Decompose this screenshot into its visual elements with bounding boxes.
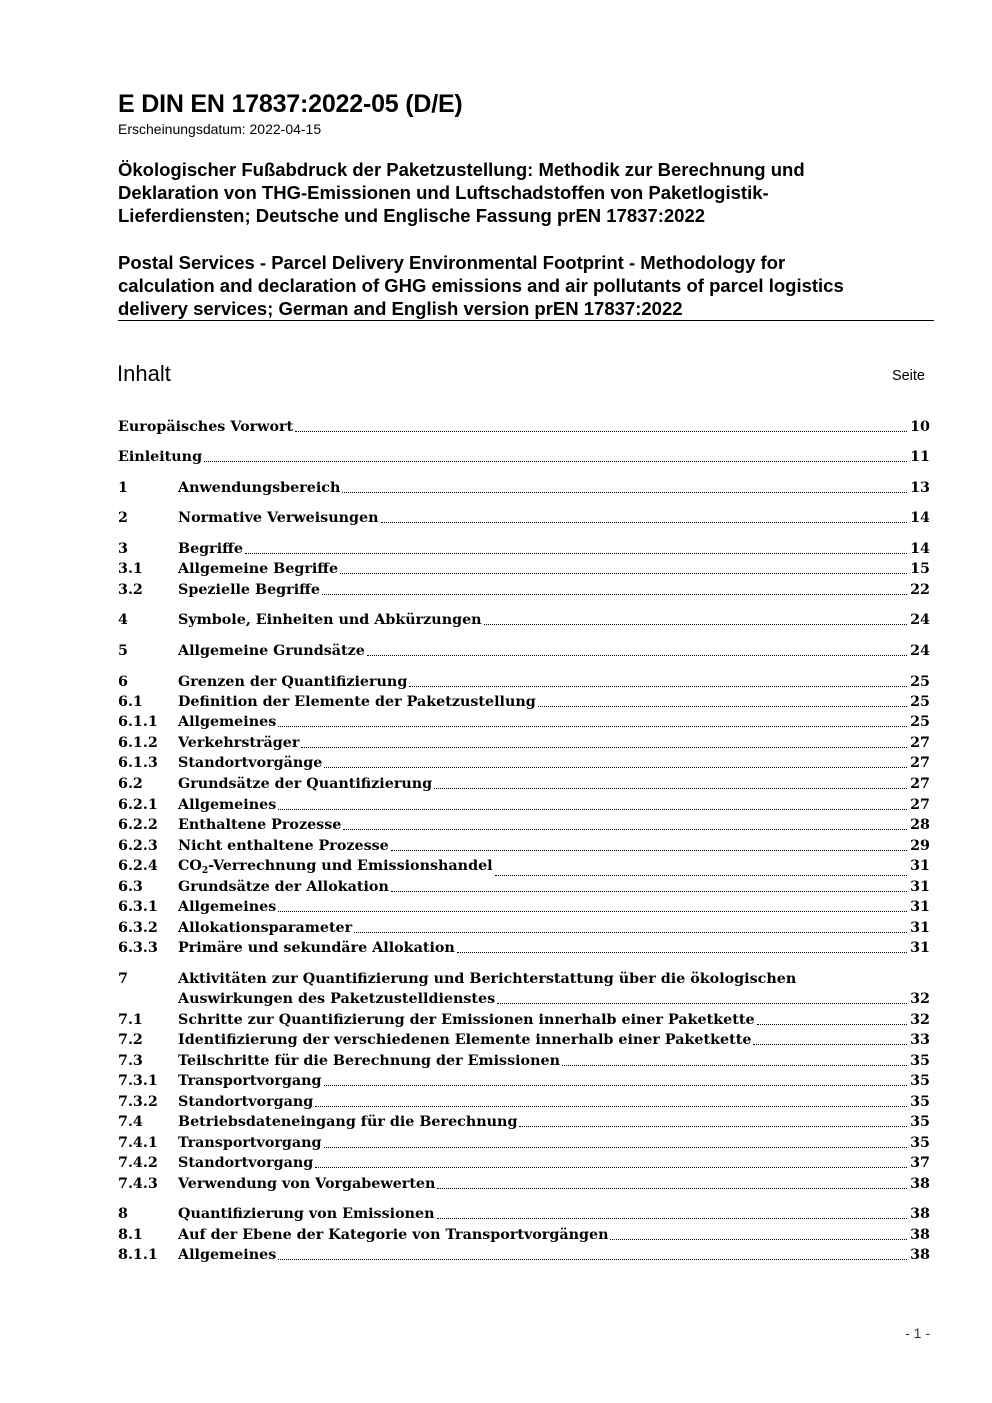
toc-entry-title-text: Allgemeines	[178, 899, 277, 915]
toc-entry-title	[178, 1204, 930, 1224]
toc-dot-leader	[245, 539, 907, 554]
toc-entry-title-text: Verkehrsträger	[178, 735, 300, 751]
toc-entry-title-text: Primäre und sekundäre Allokation	[178, 940, 455, 956]
toc-entry-number: 6.1.2	[118, 735, 158, 751]
toc-entry-page: 25	[910, 714, 930, 730]
toc-entry-number: 3.1	[118, 561, 143, 577]
toc-entry[interactable]	[118, 692, 930, 712]
toc-entry-number: 7.4	[118, 1114, 143, 1130]
toc-dot-leader	[497, 989, 907, 1004]
toc-entry[interactable]	[118, 610, 930, 630]
toc-entry[interactable]	[118, 753, 930, 773]
toc-entry-page: 32	[910, 1012, 930, 1028]
toc-page-label: Seite	[891, 368, 925, 384]
toc-entry-number: 6.3.3	[118, 940, 158, 956]
toc-dot-leader	[340, 559, 907, 574]
toc-entry-title	[178, 672, 930, 692]
title-english-line: calculation and declaration of GHG emissions and air pollutants of parcel logistics	[118, 275, 844, 296]
toc-entry-title-text: Verwendung von Vorgabewerten	[178, 1176, 436, 1192]
toc-dot-leader	[409, 672, 907, 687]
toc-entry-title	[178, 580, 930, 600]
toc-dot-leader	[484, 610, 908, 625]
toc-entry[interactable]	[118, 1174, 930, 1194]
toc-dot-leader	[204, 447, 907, 462]
toc-entry-number: 6.3.1	[118, 899, 158, 915]
toc-entry-title-text: Allgemeine Grundsätze	[178, 643, 365, 659]
toc-entry[interactable]	[118, 508, 930, 528]
toc-entry[interactable]	[118, 938, 930, 958]
toc-entry[interactable]	[118, 856, 930, 876]
toc-entry-page: 24	[910, 612, 930, 628]
toc-entry-number: 5	[118, 643, 128, 659]
toc-entry-number: 2	[118, 510, 128, 526]
toc-entry-number: 6.2	[118, 776, 143, 792]
toc-dot-leader	[295, 417, 907, 432]
toc-entry-title	[118, 447, 930, 467]
toc-entry-number: 6.2.2	[118, 817, 158, 833]
toc-entry-number: 6.3.2	[118, 920, 158, 936]
toc-entry-number: 7.4.2	[118, 1155, 158, 1171]
toc-entry[interactable]	[118, 1112, 930, 1132]
toc-dot-leader	[381, 508, 908, 523]
toc-entry-page: 29	[910, 838, 930, 854]
document-title: E DIN EN 17837:2022-05 (D/E)	[118, 90, 463, 118]
toc-entry-number: 4	[118, 612, 128, 628]
toc-entry-page: 13	[910, 480, 930, 496]
toc-entry-title-text: Auf der Ebene der Kategorie von Transportvorgängen	[178, 1227, 609, 1243]
toc-entry-title	[178, 1153, 930, 1173]
toc-entry-page: 32	[910, 991, 930, 1007]
toc-entry-title-text: Standortvorgang	[178, 1094, 314, 1110]
toc-dot-leader	[519, 1112, 907, 1127]
toc-dot-leader	[367, 641, 907, 656]
toc-entry-title-part: CO	[178, 858, 202, 874]
toc-entry-number: 3	[118, 541, 128, 557]
title-english-line: delivery services; German and English version prEN 17837:2022	[118, 298, 683, 319]
toc-entry-title	[178, 753, 930, 773]
toc-entry-title	[178, 712, 930, 732]
toc-entry-page: 27	[910, 776, 930, 792]
toc-entry-page: 33	[910, 1032, 930, 1048]
toc-entry[interactable]	[118, 417, 930, 437]
toc-entry[interactable]	[118, 1030, 930, 1050]
toc-entry-number: 7.3.2	[118, 1094, 158, 1110]
toc-heading: Inhalt	[117, 361, 171, 386]
toc-entry-title-text: Grenzen der Quantifizierung	[178, 674, 408, 690]
toc-entry-title-text: Europäisches Vorwort	[118, 419, 294, 435]
toc-entry-title-text: Schritte zur Quantifizierung der Emissionen innerhalb einer Paketkette	[178, 1012, 755, 1028]
toc-entry-title	[178, 508, 930, 528]
toc-entry-number: 1	[118, 480, 128, 496]
toc-entry-title	[178, 1174, 930, 1194]
toc-dot-leader	[278, 712, 907, 727]
toc-entry[interactable]	[118, 1133, 930, 1153]
toc-entry-title-text: Allgemeine Begriffe	[178, 561, 339, 577]
toc-entry[interactable]	[118, 815, 930, 835]
toc-entry-title	[178, 559, 930, 579]
toc-entry-number: 7.4.1	[118, 1135, 158, 1151]
toc-entry[interactable]	[118, 672, 930, 692]
toc-entry-page: 37	[910, 1155, 930, 1171]
toc-entry-title	[178, 1112, 930, 1132]
toc-entry-title-text: Symbole, Einheiten und Abkürzungen	[178, 612, 482, 628]
toc-dot-leader	[324, 1071, 908, 1086]
toc-entry-title	[178, 1051, 930, 1071]
toc-entry-page: 11	[910, 449, 930, 465]
toc-entry-title-text: Transportvorgang	[178, 1135, 322, 1151]
toc-entry[interactable]	[118, 1245, 930, 1265]
toc-entry-title-text: Normative Verweisungen	[178, 510, 379, 526]
toc-dot-leader	[538, 692, 907, 707]
toc-entry-page: 38	[910, 1176, 930, 1192]
toc-entry-number: 7	[118, 971, 128, 987]
toc-entry-title	[178, 478, 930, 498]
toc-entry-title-text: Spezielle Begriffe	[178, 582, 320, 598]
toc-entry-number: 7.3	[118, 1053, 143, 1069]
toc-entry-title-text: Quantifizierung von Emissionen	[178, 1206, 435, 1222]
toc-entry-title	[178, 897, 930, 917]
toc-entry[interactable]	[118, 836, 930, 856]
toc-dot-leader	[757, 1010, 908, 1025]
toc-entry[interactable]	[118, 580, 930, 600]
toc-entry[interactable]	[118, 1225, 930, 1245]
toc-entry-title	[178, 815, 930, 835]
toc-dot-leader	[434, 774, 907, 789]
toc-entry-number: 7.1	[118, 1012, 143, 1028]
toc-entry-title-text: Definition der Elemente der Paketzustellung	[178, 694, 536, 710]
header-divider	[118, 320, 934, 321]
toc-entry-title-text: Grundsätze der Quantifizierung	[178, 776, 433, 792]
toc-entry[interactable]	[118, 478, 930, 498]
toc-entry[interactable]	[118, 1010, 930, 1030]
title-german-line: Lieferdiensten; Deutsche und Englische Fassung prEN 17837:2022	[118, 205, 706, 226]
toc-entry-title	[178, 774, 930, 794]
toc-entry[interactable]	[118, 447, 930, 467]
toc-entry[interactable]	[118, 1092, 930, 1112]
title-english-line: Postal Services - Parcel Delivery Environmental Footprint - Methodology for	[118, 252, 786, 273]
toc-entry-number: 8.1	[118, 1227, 143, 1243]
toc-entry-number: 6.2.1	[118, 797, 158, 813]
toc-entry-page: 15	[910, 561, 930, 577]
toc-entry-page: 35	[910, 1073, 930, 1089]
toc-entry-title-text: Allokationsparameter	[178, 920, 353, 936]
toc-entry-page: 27	[910, 735, 930, 751]
toc-entry-title	[178, 969, 930, 989]
toc-entry-title-text: Identifizierung der verschiedenen Elemente innerhalb einer Paketkette	[178, 1032, 752, 1048]
toc-entry-number: 7.4.3	[118, 1176, 158, 1192]
toc-entry-page: 27	[910, 755, 930, 771]
toc-entry[interactable]	[118, 712, 930, 732]
toc-entry-title	[178, 733, 930, 753]
toc-entry[interactable]	[118, 539, 930, 559]
toc-entry-number: 6.2.3	[118, 838, 158, 854]
toc-dot-leader	[315, 1092, 907, 1107]
toc-dot-leader	[278, 1245, 907, 1260]
page-number: - 1 -	[905, 1325, 930, 1341]
toc-entry-title	[178, 1010, 930, 1030]
toc-entry-page: 31	[910, 940, 930, 956]
toc-entry-title	[178, 877, 930, 897]
toc-entry-title-text: Teilschritte für die Berechnung der Emissionen	[178, 1053, 560, 1069]
toc-dot-leader	[457, 938, 907, 953]
toc-entry-page: 31	[910, 879, 930, 895]
toc-entry-page: 38	[910, 1247, 930, 1263]
toc-entry-page: 25	[910, 674, 930, 690]
toc-dot-leader	[391, 877, 907, 892]
toc-dot-leader	[278, 795, 907, 810]
toc-entry-title	[178, 918, 930, 938]
toc-entry-title-text: Standortvorgang	[178, 1155, 314, 1171]
toc-dot-leader	[495, 856, 907, 876]
toc-entry-page: 38	[910, 1206, 930, 1222]
toc-entry-title-text: Transportvorgang	[178, 1073, 322, 1089]
toc-entry-title	[118, 417, 930, 437]
toc-entry-title	[178, 1092, 930, 1112]
toc-entry[interactable]	[118, 918, 930, 938]
toc-entry-title-text: Betriebsdateneingang für die Berechnung	[178, 1114, 518, 1130]
toc-entry-title-text: Allgemeines	[178, 1247, 277, 1263]
toc-dot-leader	[753, 1030, 907, 1045]
title-german-line: Deklaration von THG-Emissionen und Luftschadstoffen von Paketlogistik-	[118, 182, 769, 203]
toc-entry-title	[178, 539, 930, 559]
toc-dot-leader	[301, 733, 907, 748]
toc-entry-line	[118, 969, 930, 989]
toc-entry-number: 8	[118, 1206, 128, 1222]
toc-dot-leader	[278, 897, 907, 912]
toc-entry[interactable]	[118, 1051, 930, 1071]
toc-entry-title-text: Begriffe	[178, 541, 243, 557]
toc-dot-leader	[324, 1133, 908, 1148]
toc-entry-number: 3.2	[118, 582, 143, 598]
toc-entry-page: 24	[910, 643, 930, 659]
title-german	[118, 158, 938, 227]
toc-entry[interactable]	[118, 989, 930, 1009]
toc-entry-title-subscript: 2	[201, 866, 209, 876]
toc-entry[interactable]	[118, 733, 930, 753]
toc-entry[interactable]	[118, 1153, 930, 1173]
toc-entry[interactable]	[118, 774, 930, 794]
toc-entry-title	[178, 795, 930, 815]
toc-entry[interactable]	[118, 1071, 930, 1091]
toc-entry-page: 31	[910, 920, 930, 936]
toc-entry-number: 6.1.3	[118, 755, 158, 771]
toc-entry-title	[178, 1133, 930, 1153]
toc-dot-leader	[324, 753, 907, 768]
toc-dot-leader	[322, 580, 907, 595]
toc-entry-title-text: Allgemeines	[178, 714, 277, 730]
toc-entry-page: 35	[910, 1053, 930, 1069]
toc-entry-title	[178, 836, 930, 856]
toc-dot-leader	[437, 1174, 907, 1189]
toc-entry-title-text: Auswirkungen des Paketzustelldienstes	[178, 991, 496, 1007]
title-german-line: Ökologischer Fußabdruck der Paketzustellung: Methodik zur Berechnung und	[118, 159, 805, 180]
toc-entry-page: 35	[910, 1135, 930, 1151]
toc-entry-page: 28	[910, 817, 930, 833]
toc-entry[interactable]	[118, 897, 930, 917]
publication-date: Erscheinungsdatum: 2022-04-15	[118, 121, 322, 137]
toc-entry-page: 10	[910, 419, 930, 435]
toc-entry-page: 22	[910, 582, 930, 598]
toc-entry-number: 7.3.1	[118, 1073, 158, 1089]
toc-entry-title	[178, 692, 930, 712]
toc-entry-title	[178, 1245, 930, 1265]
toc-entry-title	[178, 641, 930, 661]
toc-entry-number: 6.1	[118, 694, 143, 710]
toc-dot-leader	[342, 478, 907, 493]
toc-entry-page: 14	[910, 541, 930, 557]
toc-entry-title	[178, 1030, 930, 1050]
toc-entry-page: 35	[910, 1094, 930, 1110]
toc-entry[interactable]	[118, 795, 930, 815]
toc-entry-title-text: Einleitung	[118, 449, 203, 465]
toc-entry-title-text: Nicht enthaltene Prozesse	[178, 838, 389, 854]
toc-dot-leader	[315, 1153, 907, 1168]
toc-entry-title	[178, 610, 930, 630]
toc-entry-number: 7.2	[118, 1032, 143, 1048]
toc-entry-title-text: Grundsätze der Allokation	[178, 879, 389, 895]
toc-dot-leader	[343, 815, 907, 830]
title-english	[118, 251, 938, 320]
toc-entry-number: 6	[118, 674, 128, 690]
toc-entry-title	[178, 989, 930, 1009]
toc-entry-page: 31	[910, 899, 930, 915]
toc-entry-title-text: Enthaltene Prozesse	[178, 817, 342, 833]
toc-entry-page: 38	[910, 1227, 930, 1243]
toc-entry[interactable]	[118, 641, 930, 661]
toc-entry-title-part: -Verrechnung und Emissionshandel	[208, 858, 493, 874]
toc-entry-page: 35	[910, 1114, 930, 1130]
toc-entry-number: 8.1.1	[118, 1247, 158, 1263]
toc-entry-title-text: Aktivitäten zur Quantifizierung und Berichterstattung über die ökologischen	[178, 971, 797, 987]
toc-entry-title-text: Allgemeines	[178, 797, 277, 813]
toc-entry[interactable]	[118, 1204, 930, 1224]
toc-entry-page: 27	[910, 797, 930, 813]
toc-dot-leader	[354, 918, 907, 933]
toc-entry-number: 6.1.1	[118, 714, 158, 730]
toc-entry[interactable]	[118, 877, 930, 897]
toc-entry-title	[178, 938, 930, 958]
toc-entry-page: 25	[910, 694, 930, 710]
toc-entry-number: 6.3	[118, 879, 143, 895]
toc-dot-leader	[391, 836, 907, 851]
toc-entry-title-text: Standortvorgänge	[178, 755, 323, 771]
toc-entry-title-text: Anwendungsbereich	[178, 480, 341, 496]
toc-entry-title	[178, 1071, 930, 1091]
toc-dot-leader	[610, 1225, 907, 1240]
toc-dot-leader	[437, 1204, 908, 1219]
toc-dot-leader	[562, 1051, 907, 1066]
toc-entry-number: 6.2.4	[118, 858, 158, 874]
toc-entry-title	[178, 1225, 930, 1245]
toc-entry-page: 31	[910, 858, 930, 874]
toc-entry-page: 14	[910, 510, 930, 526]
toc-entry[interactable]	[118, 559, 930, 579]
